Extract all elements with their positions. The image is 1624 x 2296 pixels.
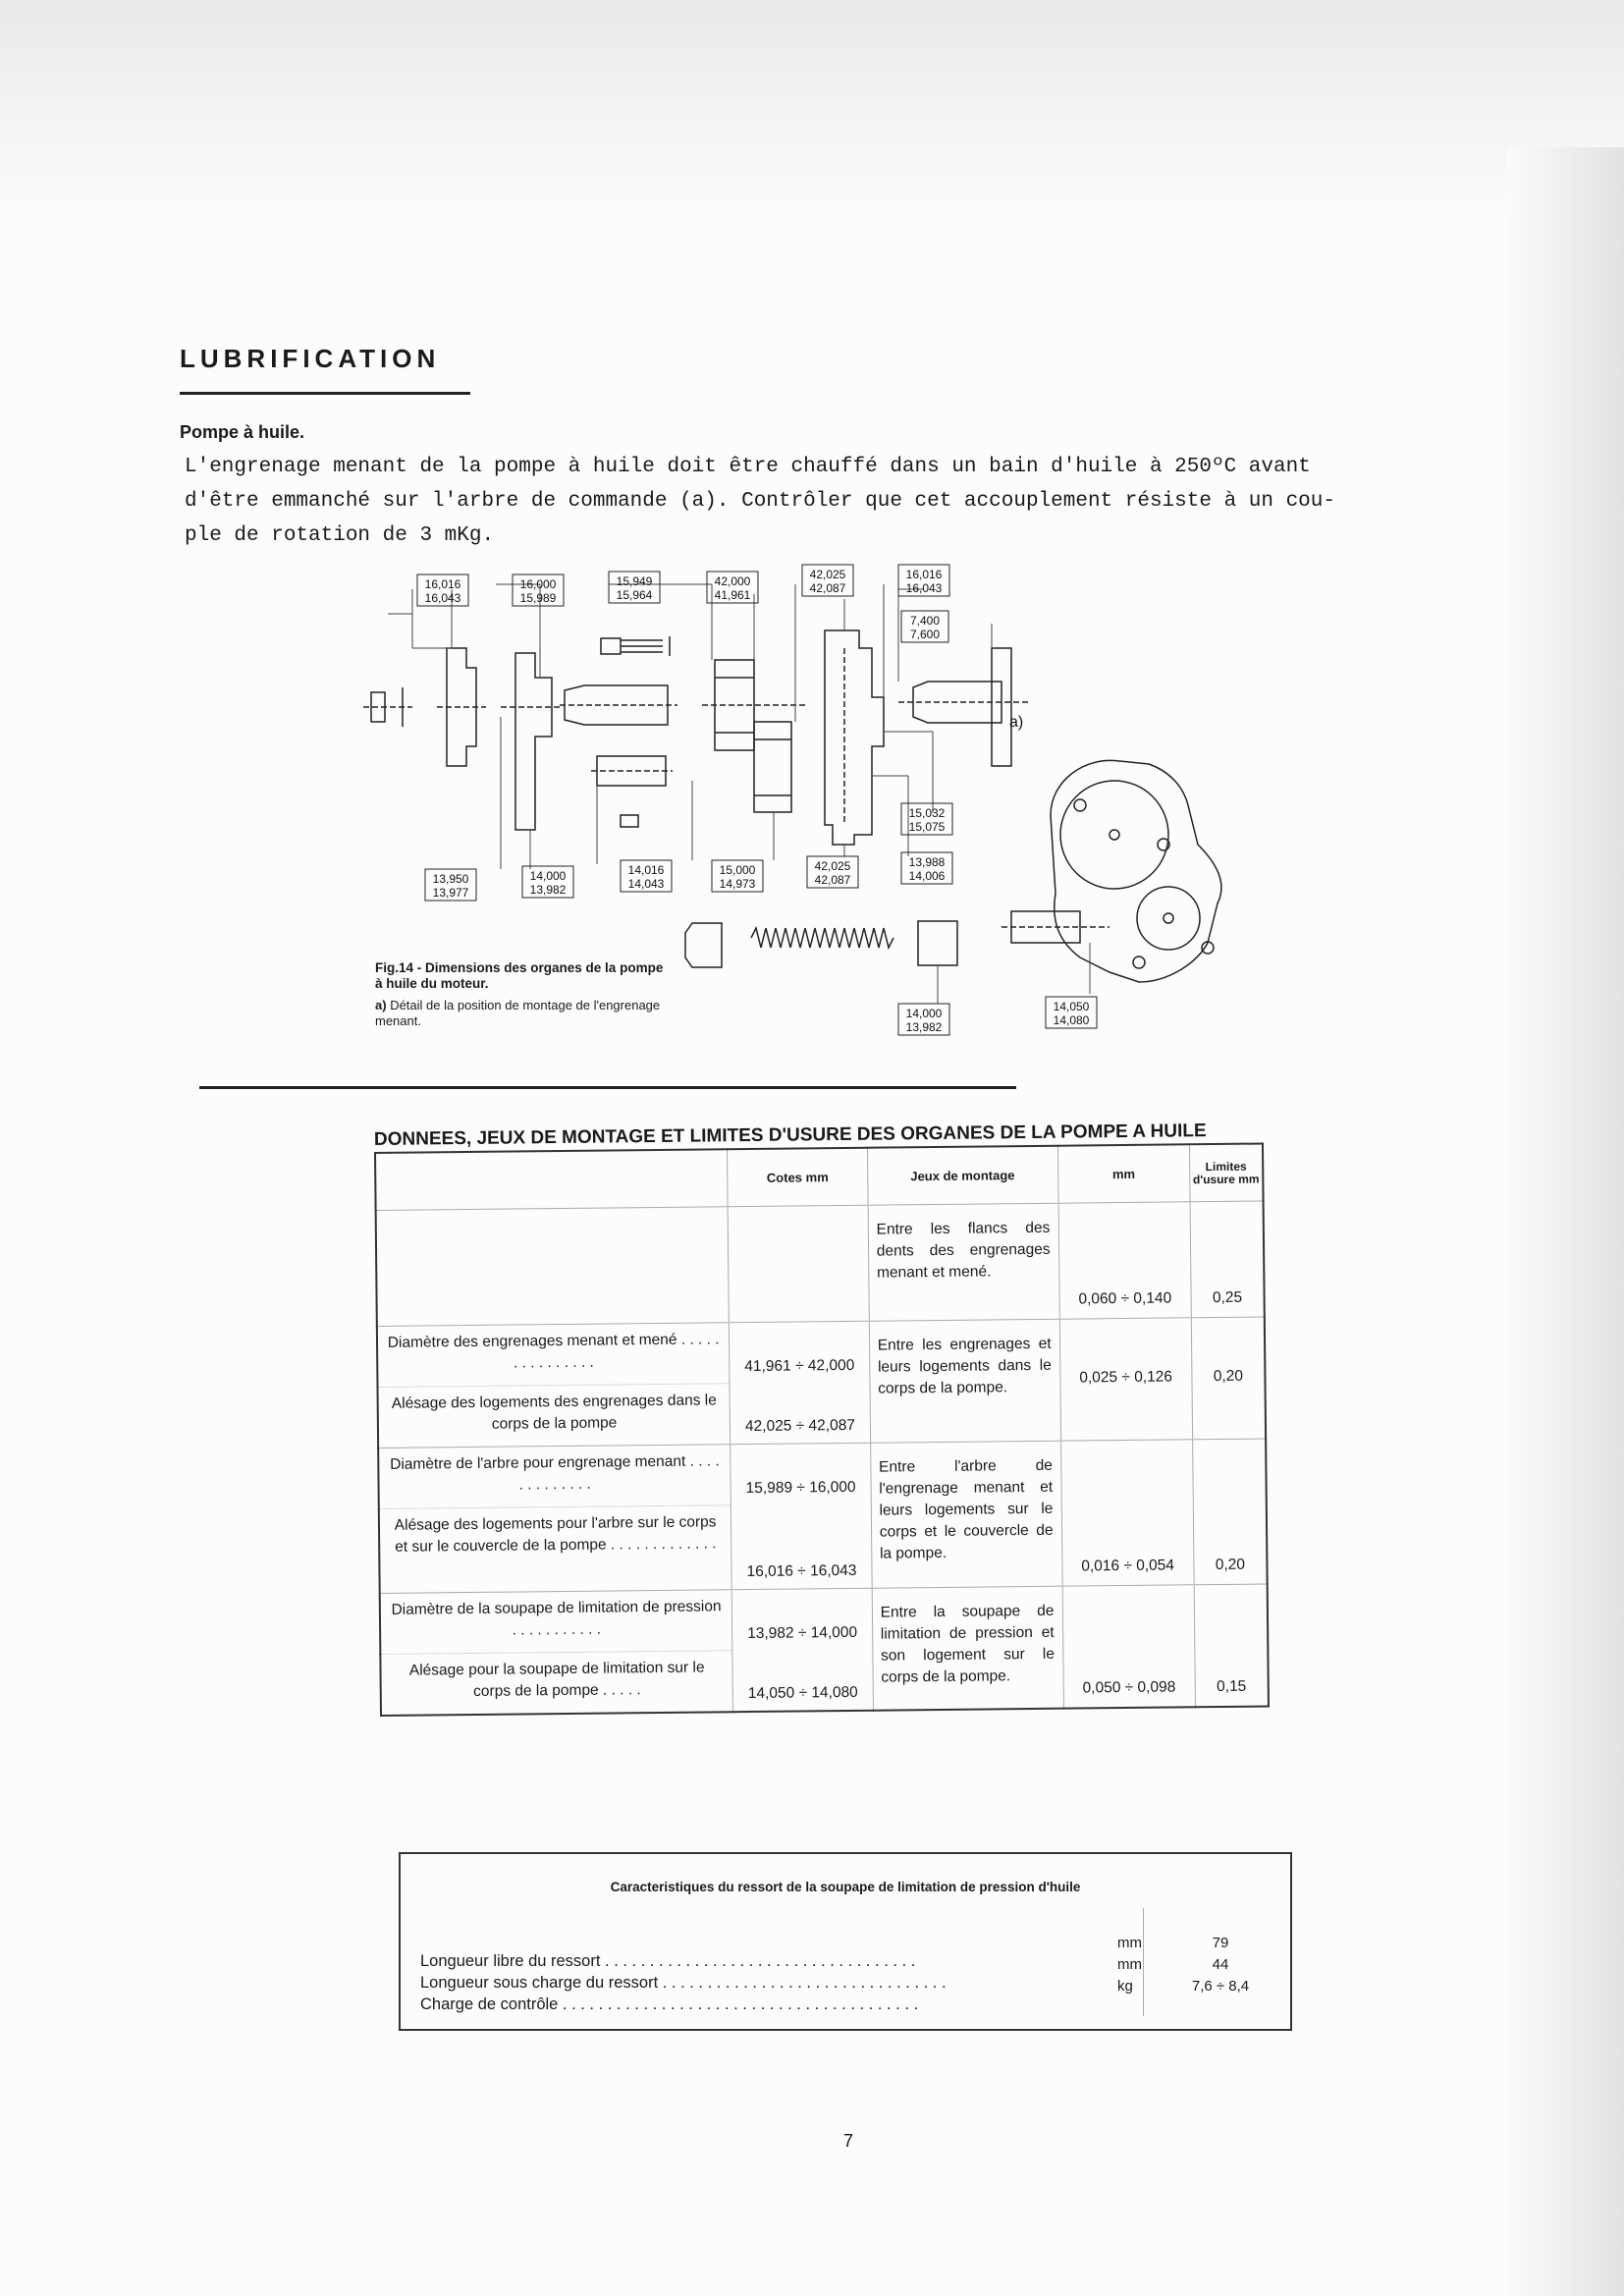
dim-label bbox=[898, 1004, 949, 1035]
table-row bbox=[377, 1317, 1266, 1387]
table-row bbox=[378, 1439, 1267, 1508]
svg-text:7,400: 7,400 bbox=[909, 614, 941, 628]
intro-line: L'engrenage menant de la pompe à huile doit être chauffé dans un bain d'huile à 250ºC avant bbox=[185, 456, 1311, 478]
svg-text:16,016: 16,016 bbox=[905, 568, 943, 581]
svg-text:15,964: 15,964 bbox=[616, 588, 653, 602]
cote-cell: 16,016 ÷ 16,043 bbox=[731, 1503, 872, 1589]
svg-text:14,973: 14,973 bbox=[719, 877, 756, 891]
svg-text:14,016: 14,016 bbox=[627, 863, 665, 877]
svg-text:14,000: 14,000 bbox=[529, 869, 567, 883]
jeu-cell: Entre l'arbre de l'engrenage menant et leurs logements sur le corps et le couvercle de la pompe. bbox=[870, 1441, 1061, 1588]
cote-cell: 14,050 ÷ 14,080 bbox=[732, 1649, 873, 1711]
spring-rows bbox=[420, 1935, 1274, 2013]
caption-note-text: Détail de la position de montage de l'engrenage menant. bbox=[375, 998, 661, 1028]
intro-paragraph bbox=[185, 450, 1441, 553]
limit-cell: 0,20 bbox=[1192, 1439, 1267, 1585]
jeu-cell: Entre les engrenages et leurs logements dans le corps de la pompe. bbox=[869, 1319, 1060, 1443]
header-limites: Limites d'usure mm bbox=[1189, 1144, 1263, 1202]
svg-text:15,000: 15,000 bbox=[719, 863, 756, 877]
intro-line: d'être emmanché sur l'arbre de commande (a). Contrôler que cet accouplement résiste à un cou- bbox=[185, 490, 1335, 513]
cote-cell: 13,982 ÷ 14,000 bbox=[731, 1588, 872, 1650]
svg-text:16,043: 16,043 bbox=[424, 591, 461, 605]
cote-cell: 42,025 ÷ 42,087 bbox=[730, 1382, 870, 1444]
header-blank bbox=[375, 1149, 728, 1210]
dim-label bbox=[901, 611, 948, 642]
svg-text:15,032: 15,032 bbox=[908, 806, 946, 820]
valve-part bbox=[918, 921, 957, 965]
section-title: LUBRIFICATION bbox=[180, 344, 441, 373]
mm-cell: 0,025 ÷ 0,126 bbox=[1059, 1318, 1193, 1441]
dim-label bbox=[898, 565, 949, 596]
mm-cell: 0,060 ÷ 0,140 bbox=[1058, 1202, 1192, 1319]
pump-body-part bbox=[825, 630, 884, 845]
spring-label: Longueur libre du ressort . . . . . . . . . . . . . . . . . . . . . . . . . . . . . . . . . . . bbox=[420, 1952, 916, 1970]
svg-text:42,000: 42,000 bbox=[714, 574, 751, 588]
dim-label bbox=[609, 572, 660, 603]
header-cotes: Cotes mm bbox=[728, 1148, 868, 1207]
mm-cell: 0,050 ÷ 0,098 bbox=[1062, 1585, 1196, 1708]
item-cell: Diamètre de l'arbre pour engrenage menant . . . . . . . . . . . . . bbox=[378, 1445, 731, 1509]
dim-label bbox=[425, 869, 476, 901]
dim-label bbox=[901, 852, 952, 884]
svg-text:14,006: 14,006 bbox=[908, 869, 946, 883]
subsection-title: Pompe à huile. bbox=[180, 422, 305, 442]
page-edge-shadow bbox=[1506, 147, 1624, 2296]
svg-text:13,982: 13,982 bbox=[529, 883, 567, 897]
jeu-cell: Entre les flancs des dents des engrenages menant et mené. bbox=[868, 1203, 1059, 1321]
dim-label bbox=[707, 572, 758, 603]
detail-marker: a) bbox=[1009, 714, 1024, 731]
pump-data-table bbox=[374, 1143, 1270, 1717]
dim-label bbox=[513, 574, 564, 606]
item-cell: Alésage pour la soupape de limitation sur le corps de la pompe . . . . . bbox=[380, 1651, 732, 1716]
svg-text:13,950: 13,950 bbox=[432, 872, 469, 886]
svg-text:15,949: 15,949 bbox=[616, 574, 653, 588]
pump-assembly-part bbox=[1051, 760, 1221, 982]
svg-text:13,982: 13,982 bbox=[905, 1020, 943, 1034]
svg-text:41,961: 41,961 bbox=[714, 588, 751, 602]
dim-label bbox=[807, 856, 858, 888]
svg-text:42,087: 42,087 bbox=[814, 873, 851, 887]
spring-part bbox=[751, 928, 893, 948]
spring-unit: mm bbox=[1117, 1956, 1142, 1973]
jeu-cell: Entre la soupape de limitation de pression et son logement sur le corps de la pompe. bbox=[872, 1586, 1063, 1710]
svg-text:14,080: 14,080 bbox=[1053, 1013, 1090, 1027]
drive-gear-part bbox=[754, 722, 791, 812]
svg-text:15,989: 15,989 bbox=[519, 591, 557, 605]
dim-label bbox=[522, 866, 573, 898]
dim-label bbox=[621, 860, 672, 892]
header-mm: mm bbox=[1057, 1144, 1190, 1203]
table-row bbox=[380, 1584, 1269, 1654]
dim-label bbox=[901, 803, 952, 835]
item-cell: Diamètre de la soupape de limitation de pression . . . . . . . . . . . bbox=[380, 1590, 732, 1655]
limit-cell: 0,15 bbox=[1194, 1584, 1269, 1707]
spring-value: 7,6 ÷ 8,4 bbox=[1191, 1978, 1250, 1995]
svg-text:16,000: 16,000 bbox=[519, 577, 557, 591]
spring-value: 44 bbox=[1212, 1956, 1229, 1973]
body-plate-part bbox=[515, 653, 552, 830]
svg-text:14,000: 14,000 bbox=[905, 1007, 943, 1020]
item-cell bbox=[376, 1207, 730, 1327]
spring-value: 79 bbox=[1212, 1935, 1229, 1951]
svg-text:16,043: 16,043 bbox=[905, 581, 943, 595]
svg-text:42,025: 42,025 bbox=[809, 568, 846, 581]
caption-note bbox=[375, 998, 670, 1029]
dim-label bbox=[712, 860, 763, 892]
svg-text:14,043: 14,043 bbox=[627, 877, 665, 891]
svg-text:16,016: 16,016 bbox=[424, 577, 461, 591]
scan-background bbox=[0, 0, 1624, 211]
item-cell: Diamètre des engrenages menant et mené . . . . . . . . . . . . . . . bbox=[377, 1323, 730, 1388]
table-header-row bbox=[375, 1144, 1264, 1211]
dim-label bbox=[417, 574, 468, 606]
dim-label bbox=[802, 565, 853, 596]
spring-specs-box bbox=[399, 1852, 1292, 2031]
caption-title: Fig.14 - Dimensions des organes de la pompe à huile du moteur. bbox=[375, 960, 664, 991]
spring-unit: kg bbox=[1117, 1978, 1133, 1995]
item-cell: Alésage des logements pour l'arbre sur le corps et sur le couvercle de la pompe . . . . . . . . . . . . . bbox=[379, 1505, 732, 1594]
cote-cell: 15,989 ÷ 16,000 bbox=[731, 1443, 871, 1504]
limit-cell: 0,25 bbox=[1190, 1201, 1265, 1318]
plug-part bbox=[685, 923, 722, 967]
title-underline bbox=[180, 392, 470, 395]
mm-cell: 0,016 ÷ 0,054 bbox=[1060, 1440, 1194, 1586]
spring-unit: mm bbox=[1117, 1935, 1142, 1951]
svg-text:15,075: 15,075 bbox=[908, 820, 946, 834]
dim-label bbox=[1046, 997, 1097, 1028]
svg-text:7,600: 7,600 bbox=[909, 628, 941, 641]
svg-text:14,050: 14,050 bbox=[1053, 1000, 1090, 1013]
item-cell: Alésage des logements des engrenages dans le corps de la pompe bbox=[378, 1384, 731, 1449]
limit-cell: 0,20 bbox=[1191, 1317, 1266, 1440]
spring-row bbox=[420, 1978, 1274, 2013]
section-divider bbox=[199, 1086, 1016, 1089]
svg-text:13,977: 13,977 bbox=[432, 886, 469, 900]
svg-text:42,025: 42,025 bbox=[814, 859, 851, 873]
intro-line: ple de rotation de 3 mKg. bbox=[185, 524, 495, 547]
svg-text:42,087: 42,087 bbox=[809, 581, 846, 595]
spring-label: Charge de contrôle . . . . . . . . . . . . . . . . . . . . . . . . . . . . . . . . . . . . . . . . bbox=[420, 1995, 919, 2013]
svg-text:13,988: 13,988 bbox=[908, 855, 946, 869]
figure-caption bbox=[375, 960, 670, 1029]
table-title: DONNEES, JEUX DE MONTAGE ET LIMITES D'USURE DES ORGANES DE LA POMPE A HUILE bbox=[373, 1121, 1207, 1150]
spring-label: Longueur sous charge du ressort . . . . . . . . . . . . . . . . . . . . . . . . . . . . . . . . bbox=[420, 1974, 947, 1992]
spring-title: Caracteristiques du ressort de la soupape de limitation de pression d'huile bbox=[610, 1880, 1081, 1894]
cote-cell: 41,961 ÷ 42,000 bbox=[730, 1321, 870, 1383]
table-row bbox=[376, 1201, 1265, 1326]
header-jeux: Jeux de montage bbox=[867, 1146, 1057, 1206]
caption-note-marker: a) bbox=[375, 998, 387, 1012]
page-number: 7 bbox=[843, 2131, 854, 2151]
cote-cell bbox=[728, 1205, 869, 1322]
